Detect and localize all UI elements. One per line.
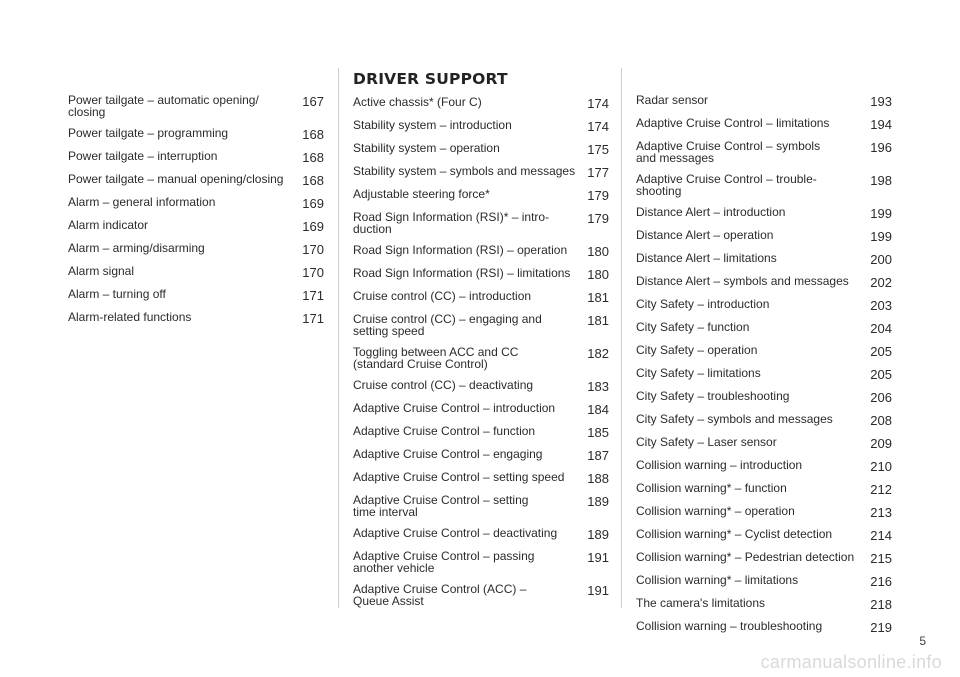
toc-entry[interactable] bbox=[636, 94, 892, 108]
toc-entry[interactable] bbox=[353, 119, 609, 133]
toc-entry-page: 218 bbox=[870, 597, 892, 612]
toc-entry[interactable] bbox=[353, 142, 609, 156]
toc-entry[interactable] bbox=[636, 321, 892, 335]
toc-entry[interactable] bbox=[636, 229, 892, 243]
toc-entry-page: 209 bbox=[870, 436, 892, 451]
toc-entry-page: 202 bbox=[870, 275, 892, 290]
toc-entry-page: 200 bbox=[870, 252, 892, 267]
toc-entry-title: Adaptive Cruise Control – engaging bbox=[353, 447, 543, 461]
toc-entry-title: Road Sign Information (RSI) – limitations bbox=[353, 266, 571, 280]
toc-entry-page: 213 bbox=[870, 505, 892, 520]
toc-entry-title: Adaptive Cruise Control – introduction bbox=[353, 401, 556, 415]
toc-entry[interactable] bbox=[636, 252, 892, 266]
toc-entry-page: 199 bbox=[870, 229, 892, 244]
toc-entry[interactable] bbox=[353, 346, 609, 370]
toc-entry[interactable] bbox=[68, 242, 324, 256]
toc-entry-title: Adaptive Cruise Control – deactivating bbox=[353, 526, 558, 540]
toc-entry[interactable] bbox=[636, 620, 892, 634]
toc-column-3 bbox=[636, 94, 892, 643]
toc-entry-page: 219 bbox=[870, 620, 892, 635]
toc-entry[interactable] bbox=[636, 482, 892, 496]
toc-entry-page: 205 bbox=[870, 367, 892, 382]
toc-entry-title: Power tailgate – automatic opening/ closing bbox=[68, 93, 259, 119]
toc-entry-title: Adaptive Cruise Control – setting time interval bbox=[353, 493, 529, 519]
toc-entry-page: 210 bbox=[870, 459, 892, 474]
toc-entry[interactable] bbox=[68, 219, 324, 233]
toc-entry-title: Collision warning* – Cyclist detection bbox=[636, 527, 833, 541]
toc-entry-title: City Safety – symbols and messages bbox=[636, 412, 833, 426]
toc-entry[interactable] bbox=[353, 471, 609, 485]
toc-entry-title: Adaptive Cruise Control (ACC) – Queue Assist bbox=[353, 582, 527, 608]
toc-entry[interactable] bbox=[353, 448, 609, 462]
toc-entry-title: Stability system – introduction bbox=[353, 118, 512, 132]
toc-entry-page: 174 bbox=[587, 96, 609, 111]
toc-entry-page: 179 bbox=[587, 211, 609, 226]
toc-column-2 bbox=[353, 70, 609, 616]
toc-entry[interactable] bbox=[68, 94, 324, 118]
toc-entry-page: 191 bbox=[587, 550, 609, 565]
toc-entry-page: 171 bbox=[302, 311, 324, 326]
toc-entry-title: Collision warning – introduction bbox=[636, 458, 803, 472]
toc-entry[interactable] bbox=[353, 550, 609, 574]
toc-entry-page: 208 bbox=[870, 413, 892, 428]
toc-entry[interactable] bbox=[636, 140, 892, 164]
toc-entry-page: 169 bbox=[302, 196, 324, 211]
toc-entry[interactable] bbox=[68, 311, 324, 325]
page-number: 5 bbox=[919, 634, 926, 648]
toc-entry[interactable] bbox=[353, 267, 609, 281]
toc-entry[interactable] bbox=[636, 344, 892, 358]
toc-entry[interactable] bbox=[636, 390, 892, 404]
toc-entry[interactable] bbox=[636, 117, 892, 131]
toc-entry-page: 168 bbox=[302, 150, 324, 165]
toc-entry-page: 199 bbox=[870, 206, 892, 221]
toc-entry[interactable] bbox=[68, 150, 324, 164]
toc-entry-title: Road Sign Information (RSI) – operation bbox=[353, 243, 568, 257]
toc-entry-page: 194 bbox=[870, 117, 892, 132]
toc-entry[interactable] bbox=[353, 527, 609, 541]
toc-entry[interactable] bbox=[636, 459, 892, 473]
toc-entry-page: 185 bbox=[587, 425, 609, 440]
toc-entry-title: Adaptive Cruise Control – symbols and messages bbox=[636, 139, 821, 165]
toc-entry-title: Adaptive Cruise Control – trouble- shooting bbox=[636, 172, 817, 198]
toc-entry[interactable] bbox=[353, 583, 609, 607]
toc-entry-page: 170 bbox=[302, 242, 324, 257]
section-heading: DRIVER SUPPORT bbox=[353, 70, 508, 88]
toc-entry-title: Alarm-related functions bbox=[68, 310, 192, 324]
toc-entry-title: Distance Alert – symbols and messages bbox=[636, 274, 849, 288]
toc-entry[interactable] bbox=[636, 367, 892, 381]
toc-entry[interactable] bbox=[353, 425, 609, 439]
toc-entry-title: City Safety – limitations bbox=[636, 366, 761, 380]
toc-entry[interactable] bbox=[353, 290, 609, 304]
toc-entry-page: 187 bbox=[587, 448, 609, 463]
toc-entry-page: 181 bbox=[587, 290, 609, 305]
toc-entry-page: 179 bbox=[587, 188, 609, 203]
toc-entry-title: Alarm – turning off bbox=[68, 287, 166, 301]
toc-entry-title: Alarm indicator bbox=[68, 218, 149, 232]
toc-entry-title: Cruise control (CC) – deactivating bbox=[353, 378, 534, 392]
toc-entry-title: Cruise control (CC) – introduction bbox=[353, 289, 532, 303]
toc-entry-page: 180 bbox=[587, 267, 609, 282]
toc-entry-title: Collision warning* – Pedestrian detection bbox=[636, 550, 855, 564]
toc-entry[interactable] bbox=[353, 211, 609, 235]
toc-entry[interactable] bbox=[636, 597, 892, 611]
toc-entry-title: Adaptive Cruise Control – passing another vehicle bbox=[353, 549, 535, 575]
toc-entry-page: 175 bbox=[587, 142, 609, 157]
toc-entry-page: 177 bbox=[587, 165, 609, 180]
toc-entry-title: Adaptive Cruise Control – function bbox=[353, 424, 536, 438]
toc-entry[interactable] bbox=[636, 413, 892, 427]
toc-entry-page: 203 bbox=[870, 298, 892, 313]
toc-entry-title: Toggling between ACC and CC (standard Cruise Control) bbox=[353, 345, 519, 371]
toc-entry-page: 191 bbox=[587, 583, 609, 598]
toc-entry-page: 174 bbox=[587, 119, 609, 134]
toc-entry-title: Stability system – symbols and messages bbox=[353, 164, 576, 178]
toc-entry-title: Distance Alert – limitations bbox=[636, 251, 777, 265]
toc-entry-page: 215 bbox=[870, 551, 892, 566]
toc-entry-title: The camera's limitations bbox=[636, 596, 765, 610]
toc-entry[interactable] bbox=[353, 494, 609, 518]
toc-entry-page: 205 bbox=[870, 344, 892, 359]
toc-entry-page: 214 bbox=[870, 528, 892, 543]
toc-entry[interactable] bbox=[353, 165, 609, 179]
toc-entry[interactable] bbox=[353, 402, 609, 416]
toc-entry-title: Collision warning – troubleshooting bbox=[636, 619, 823, 633]
toc-entry-title: Adjustable steering force* bbox=[353, 187, 490, 201]
toc-entry[interactable] bbox=[68, 196, 324, 210]
toc-entry-page: 183 bbox=[587, 379, 609, 394]
toc-entry-title: Distance Alert – operation bbox=[636, 228, 774, 242]
toc-entry-title: Radar sensor bbox=[636, 93, 709, 107]
toc-entry[interactable] bbox=[353, 188, 609, 202]
toc-entry-page: 196 bbox=[870, 140, 892, 155]
toc-entry[interactable] bbox=[636, 505, 892, 519]
toc-entry[interactable] bbox=[636, 574, 892, 588]
toc-entry[interactable] bbox=[68, 173, 324, 187]
toc-column-1 bbox=[68, 94, 324, 334]
toc-entry-title: City Safety – function bbox=[636, 320, 750, 334]
toc-entry[interactable] bbox=[68, 288, 324, 302]
toc-entry-title: Road Sign Information (RSI)* – intro- duction bbox=[353, 210, 550, 236]
toc-entry[interactable] bbox=[353, 96, 609, 110]
toc-entry[interactable] bbox=[353, 313, 609, 337]
toc-entry-title: Adaptive Cruise Control – limitations bbox=[636, 116, 830, 130]
toc-entry-title: City Safety – operation bbox=[636, 343, 758, 357]
toc-entry[interactable] bbox=[636, 298, 892, 312]
toc-entry-page: 193 bbox=[870, 94, 892, 109]
toc-entry[interactable] bbox=[636, 551, 892, 565]
toc-entry[interactable] bbox=[68, 265, 324, 279]
toc-entry-title: Power tailgate – manual opening/closing bbox=[68, 172, 284, 186]
toc-entry-title: Alarm – arming/disarming bbox=[68, 241, 205, 255]
watermark: carmanualsonline.info bbox=[760, 652, 942, 672]
toc-entry[interactable] bbox=[636, 436, 892, 450]
toc-entry-page: 180 bbox=[587, 244, 609, 259]
toc-entry-title: Stability system – operation bbox=[353, 141, 500, 155]
toc-entry[interactable] bbox=[353, 379, 609, 393]
toc-entry-title: City Safety – troubleshooting bbox=[636, 389, 790, 403]
toc-entry-page: 184 bbox=[587, 402, 609, 417]
toc-entry[interactable] bbox=[636, 275, 892, 289]
toc-entry-title: Active chassis* (Four C) bbox=[353, 95, 482, 109]
toc-entry-page: 168 bbox=[302, 173, 324, 188]
column-divider bbox=[338, 68, 339, 608]
column-divider bbox=[621, 68, 622, 608]
toc-entry[interactable] bbox=[353, 244, 609, 258]
toc-entry[interactable] bbox=[636, 173, 892, 197]
toc-entry-page: 212 bbox=[870, 482, 892, 497]
toc-entry-page: 216 bbox=[870, 574, 892, 589]
toc-entry-title: Alarm – general information bbox=[68, 195, 216, 209]
toc-entry-page: 206 bbox=[870, 390, 892, 405]
toc-entry-title: Collision warning* – operation bbox=[636, 504, 795, 518]
toc-entry-page: 167 bbox=[302, 94, 324, 109]
toc-entry-title: Cruise control (CC) – engaging and setting speed bbox=[353, 312, 542, 338]
toc-entry-title: Power tailgate – programming bbox=[68, 126, 229, 140]
toc-entry-title: Distance Alert – introduction bbox=[636, 205, 786, 219]
toc-entry[interactable] bbox=[636, 206, 892, 220]
toc-entry-title: Collision warning* – limitations bbox=[636, 573, 799, 587]
toc-entry-page: 204 bbox=[870, 321, 892, 336]
toc-entry-page: 169 bbox=[302, 219, 324, 234]
toc-entry-title: City Safety – Laser sensor bbox=[636, 435, 777, 449]
toc-entry-page: 189 bbox=[587, 527, 609, 542]
toc-entry-title: Power tailgate – interruption bbox=[68, 149, 218, 163]
toc-list bbox=[353, 96, 609, 607]
toc-entry-page: 171 bbox=[302, 288, 324, 303]
toc-entry-title: Alarm signal bbox=[68, 264, 135, 278]
toc-entry-page: 181 bbox=[587, 313, 609, 328]
toc-entry-page: 188 bbox=[587, 471, 609, 486]
toc-entry[interactable] bbox=[68, 127, 324, 141]
toc-list bbox=[636, 94, 892, 634]
toc-entry-title: Collision warning* – function bbox=[636, 481, 787, 495]
toc-entry-page: 182 bbox=[587, 346, 609, 361]
toc-entry-page: 189 bbox=[587, 494, 609, 509]
toc-entry-title: City Safety – introduction bbox=[636, 297, 770, 311]
toc-entry-page: 170 bbox=[302, 265, 324, 280]
toc-entry[interactable] bbox=[636, 528, 892, 542]
toc-entry-title: Adaptive Cruise Control – setting speed bbox=[353, 470, 565, 484]
toc-entry-page: 168 bbox=[302, 127, 324, 142]
toc-entry-page: 198 bbox=[870, 173, 892, 188]
toc-list bbox=[68, 94, 324, 325]
